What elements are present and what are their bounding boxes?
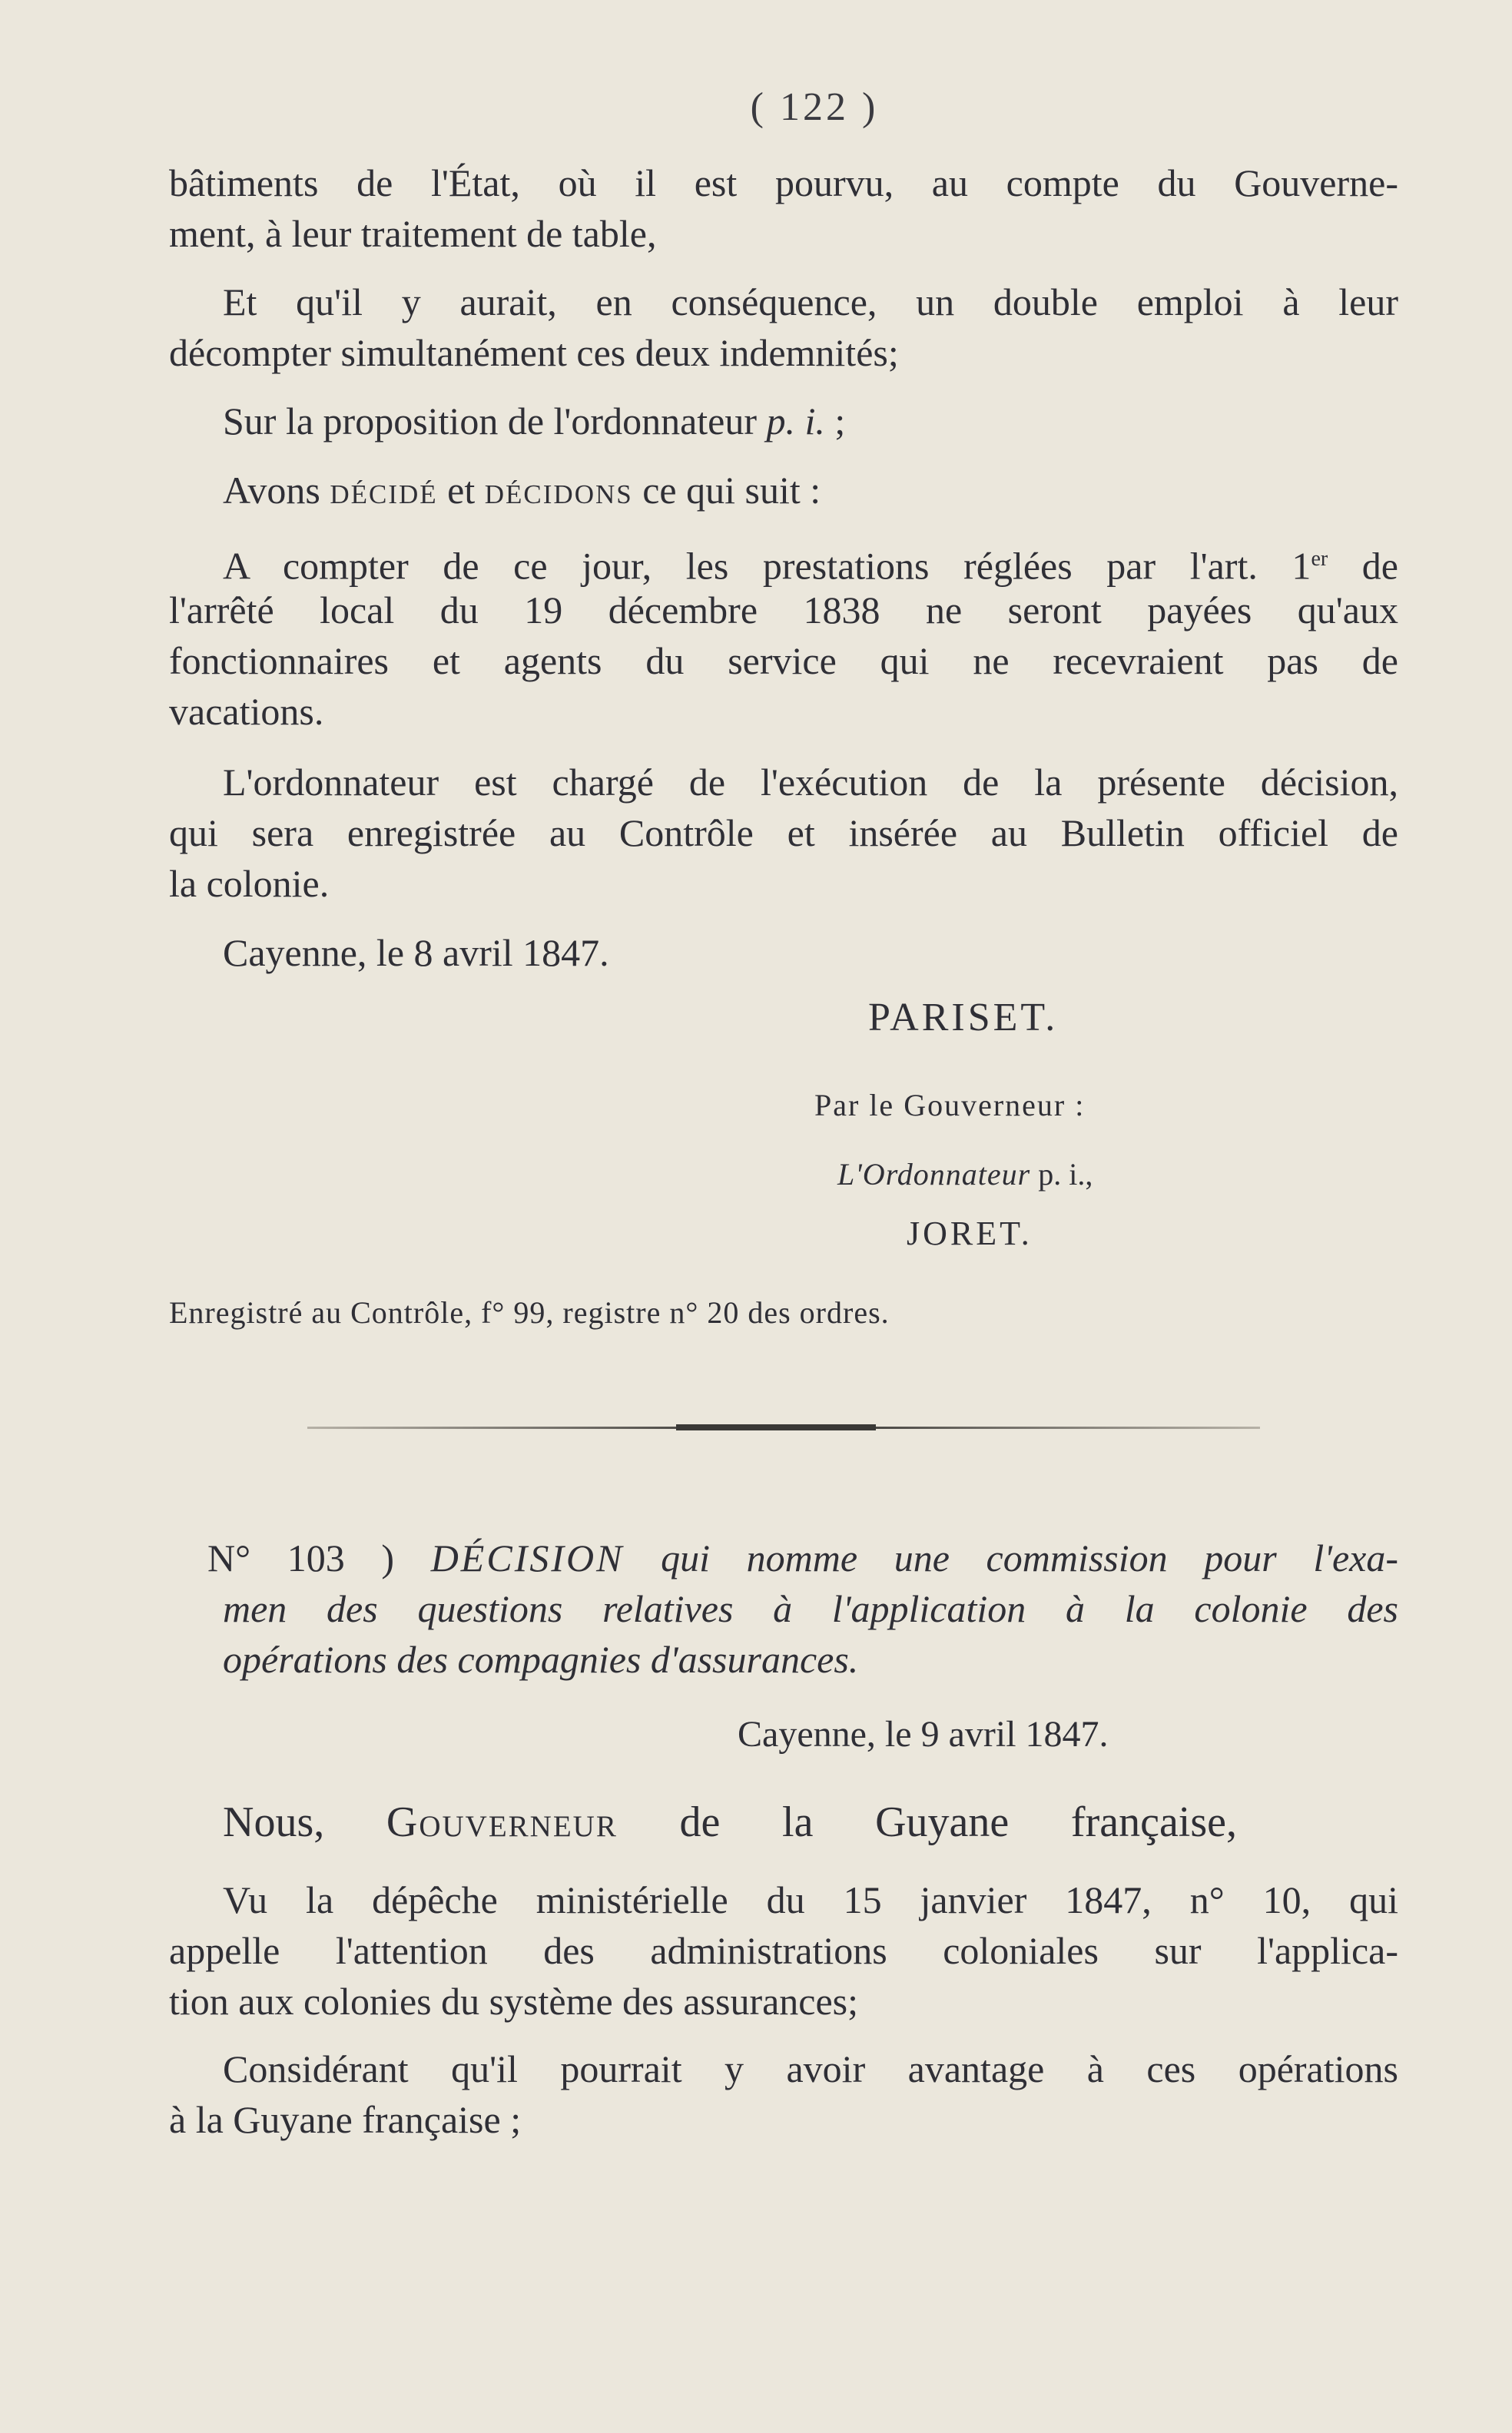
decision-date: Cayenne, le 9 avril 1847.	[738, 1714, 1109, 1755]
text-line: vacations.	[169, 690, 324, 733]
text-line: bâtiments de l'État, où il est pourvu, au compte du Gouverne-	[169, 161, 1398, 204]
par-le-gouverneur: Par le Gouverneur :	[814, 1088, 1086, 1122]
text-line: l'arrêté local du 19 décembre 1838 ne seront payées qu'aux	[169, 588, 1398, 631]
italic-span: p. i.	[766, 399, 825, 443]
smallcaps-span: décidé	[330, 469, 438, 512]
text-span: Nous,	[223, 1798, 325, 1846]
page-number: ( 122 )	[750, 85, 879, 129]
decision-heading-line: opérations des compagnies d'assurances.	[223, 1638, 859, 1681]
text-span: ;	[834, 399, 846, 443]
text-line: Considérant qu'il pourrait y avoir avantage à ces opérations	[223, 2047, 1398, 2090]
text-span: A compter de ce jour, les prestations réglées par l'art. 1	[223, 544, 1311, 588]
decision-heading-line: men des questions relatives à l'application à la colonie des	[223, 1587, 1398, 1630]
text-line: qui sera enregistrée au Contrôle et insérée au Bulletin officiel de	[169, 811, 1398, 854]
text-line: la colonie.	[169, 862, 330, 905]
text-line: fonctionnaires et agents du service qui ne recevraient pas de	[169, 639, 1398, 682]
text-span: et	[447, 469, 476, 512]
text-span: ce qui suit :	[642, 469, 821, 512]
text-line: décompter simultanément ces deux indemnités;	[169, 331, 899, 374]
nous-line	[223, 1798, 1237, 1847]
text-span: p. i.,	[1038, 1157, 1093, 1192]
text-line: ment, à leur traitement de table,	[169, 212, 657, 255]
decision-number: N° 103 )	[207, 1536, 395, 1579]
ordonnateur-line	[837, 1156, 1093, 1192]
avons-line	[223, 465, 1398, 515]
text-line: Vu la dépêche ministérielle du 15 janvier 1847, n° 10, qui	[223, 1878, 1398, 1921]
signature: PARISET.	[868, 996, 1059, 1039]
text-line: tion aux colonies du système des assurances;	[169, 1980, 859, 2023]
smallcaps-span: décidons	[484, 469, 633, 512]
decision-heading	[207, 1533, 1398, 1583]
text-span: Sur la proposition de l'ordonnateur	[223, 399, 757, 443]
text-line: à la Guyane française ;	[169, 2098, 522, 2141]
text-line: appelle l'attention des administrations coloniales sur l'applica-	[169, 1929, 1398, 1972]
countersignature: JORET.	[907, 1215, 1033, 1252]
text-span: de la Guyane française,	[679, 1798, 1238, 1846]
smallcaps-span: Gouverneur	[386, 1798, 618, 1846]
text-span: Avons	[223, 469, 320, 512]
registration-note: Enregistré au Contrôle, f° 99, registre n° 20 des ordres.	[169, 1295, 890, 1330]
italic-span: L'Ordonnateur	[837, 1157, 1031, 1192]
decision-title: DÉCISION	[430, 1536, 625, 1579]
text-line: Et qu'il y aurait, en conséquence, un double emploi à leur	[223, 280, 1398, 323]
section-divider	[307, 1427, 1260, 1429]
proposition-line	[223, 396, 1398, 446]
text-line: L'ordonnateur est chargé de l'exécution de la présente décision,	[223, 761, 1398, 804]
text-span: qui nomme une commission pour l'exa-	[661, 1536, 1399, 1579]
article-line	[223, 534, 1398, 592]
superscript: er	[1311, 547, 1328, 571]
text-span: de	[1361, 544, 1398, 588]
date-line: Cayenne, le 8 avril 1847.	[223, 931, 609, 974]
